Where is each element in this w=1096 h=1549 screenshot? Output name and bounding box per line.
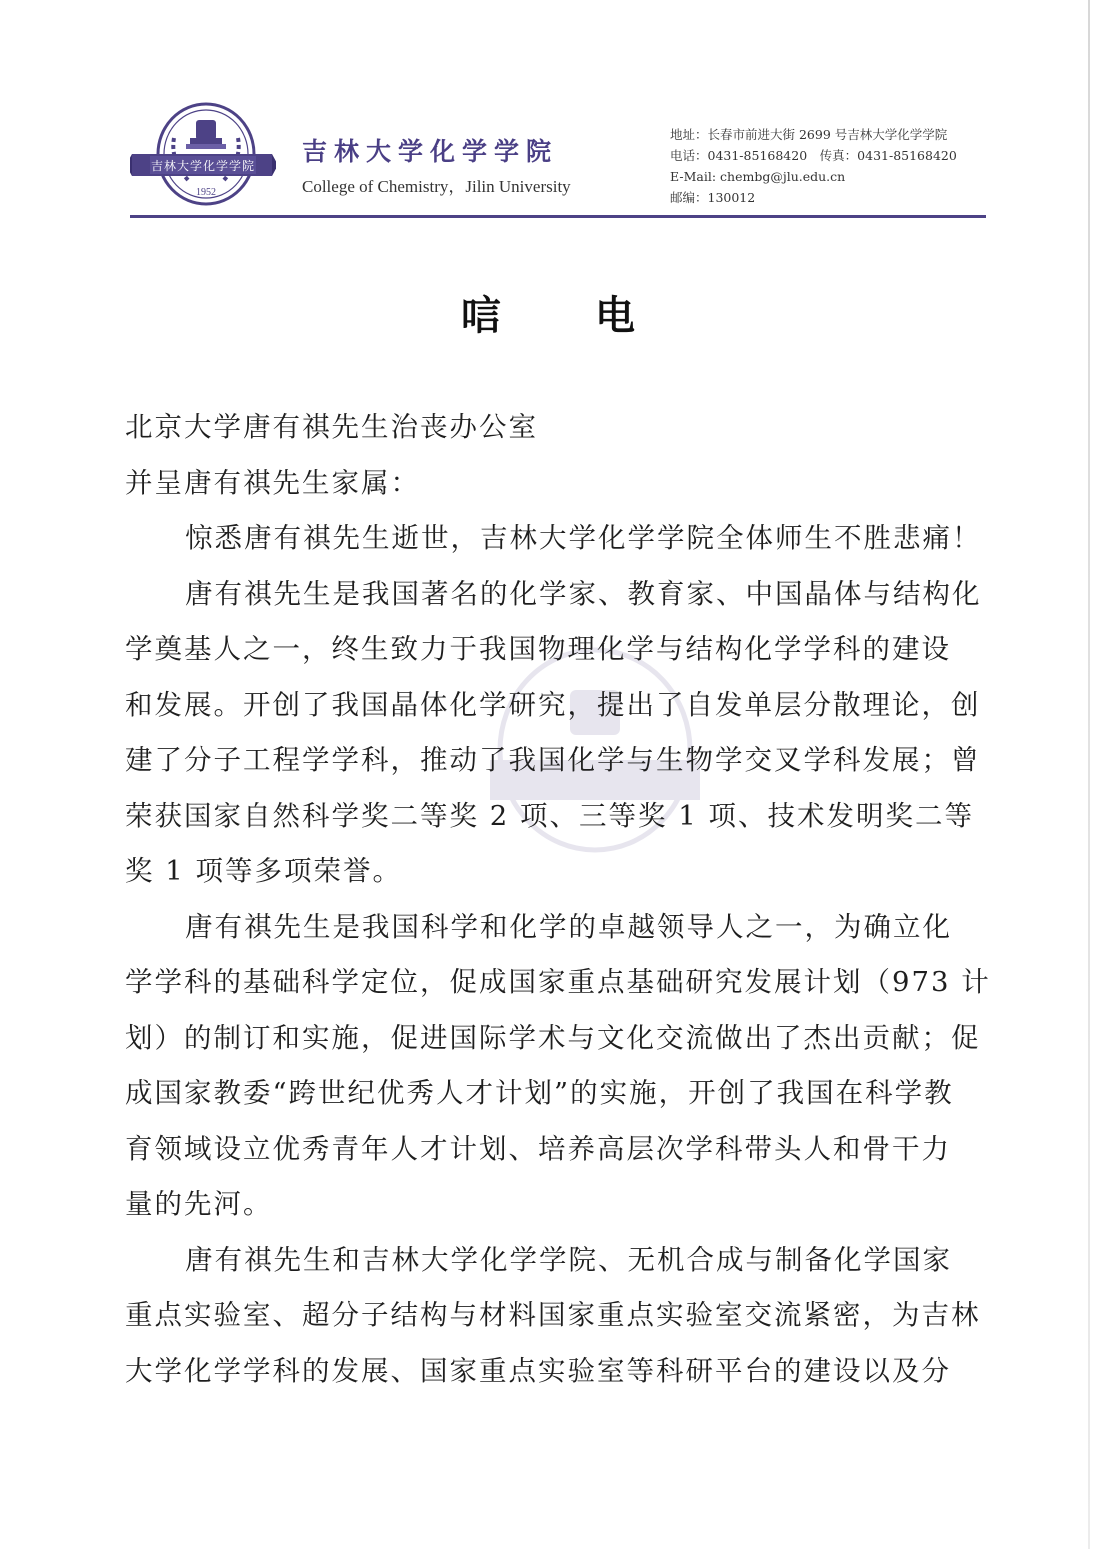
body-line: 重点实验室、超分子结构与材料国家重点实验室交流紧密，为吉林 bbox=[125, 1299, 981, 1331]
body-line: 奖 1 项等多项荣誉。 bbox=[125, 855, 402, 887]
body-line: 大学化学学科的发展、国家重点实验室等科研平台的建设以及分 bbox=[125, 1354, 951, 1387]
address: 地址：长春市前进大街 2699 号吉林大学化学学院 bbox=[670, 127, 948, 142]
body-line: 量的先河。 bbox=[125, 1188, 273, 1220]
body-line: 荣获国家自然科学奖二等奖 2 项、三等奖 1 项、技术发明奖二等 bbox=[125, 799, 974, 832]
body-line: 和发展。开创了我国晶体化学研究，提出了自发单层分散理论，创 bbox=[125, 688, 981, 721]
letter-body bbox=[125, 400, 991, 1399]
institution-name-cn: 吉林大学化学学院 bbox=[302, 137, 559, 166]
institution-name-en: College of Chemistry，Jilin University bbox=[302, 177, 571, 196]
body-line: 划）的制订和实施，促进国际学术与文化交流做出了杰出贡献；促 bbox=[125, 1021, 981, 1054]
body-line: 建了分子工程学学科，推动了我国化学与生物学交叉学科发展；曾 bbox=[125, 744, 981, 776]
body-line: 学奠基人之一，终生致力于我国物理化学与结构化学学科的建设 bbox=[125, 633, 951, 665]
body-line: 育领域设立优秀青年人才计划、培养高层次学科带头人和骨干力 bbox=[125, 1132, 951, 1165]
contact-block bbox=[670, 124, 1000, 208]
body-line: 唐有祺先生和吉林大学化学学院、无机合成与制备化学国家 bbox=[185, 1243, 952, 1276]
document-title: 唁电 bbox=[461, 293, 729, 339]
header-divider bbox=[130, 215, 986, 218]
logo-banner-text: 吉林大学化学学院 bbox=[150, 159, 256, 173]
phone-fax: 电话：0431-85168420 传真：0431-85168420 bbox=[670, 148, 957, 163]
scan-edge bbox=[1088, 0, 1090, 1549]
email: E-Mail: chembg@jlu.edu.cn bbox=[670, 169, 846, 184]
postcode: 邮编：130012 bbox=[670, 190, 756, 205]
addressee-line: 并呈唐有祺先生家属： bbox=[125, 466, 420, 499]
body-line: 唐有祺先生是我国著名的化学家、教育家、中国晶体与结构化 bbox=[185, 577, 982, 610]
college-logo bbox=[130, 98, 276, 210]
body-line: 学学科的基础科学定位，促成国家重点基础研究发展计划（973 计 bbox=[125, 966, 991, 998]
body-line: 成国家教委“跨世纪优秀人才计划”的实施，开创了我国在科学教 bbox=[125, 1077, 954, 1109]
body-line: 惊悉唐有祺先生逝世，吉林大学化学学院全体师生不胜悲痛！ bbox=[185, 522, 982, 554]
addressee-line: 北京大学唐有祺先生治丧办公室 bbox=[125, 411, 538, 443]
body-line: 唐有祺先生是我国科学和化学的卓越领导人之一，为确立化 bbox=[185, 910, 952, 943]
logo-year: 1952 bbox=[196, 187, 216, 198]
